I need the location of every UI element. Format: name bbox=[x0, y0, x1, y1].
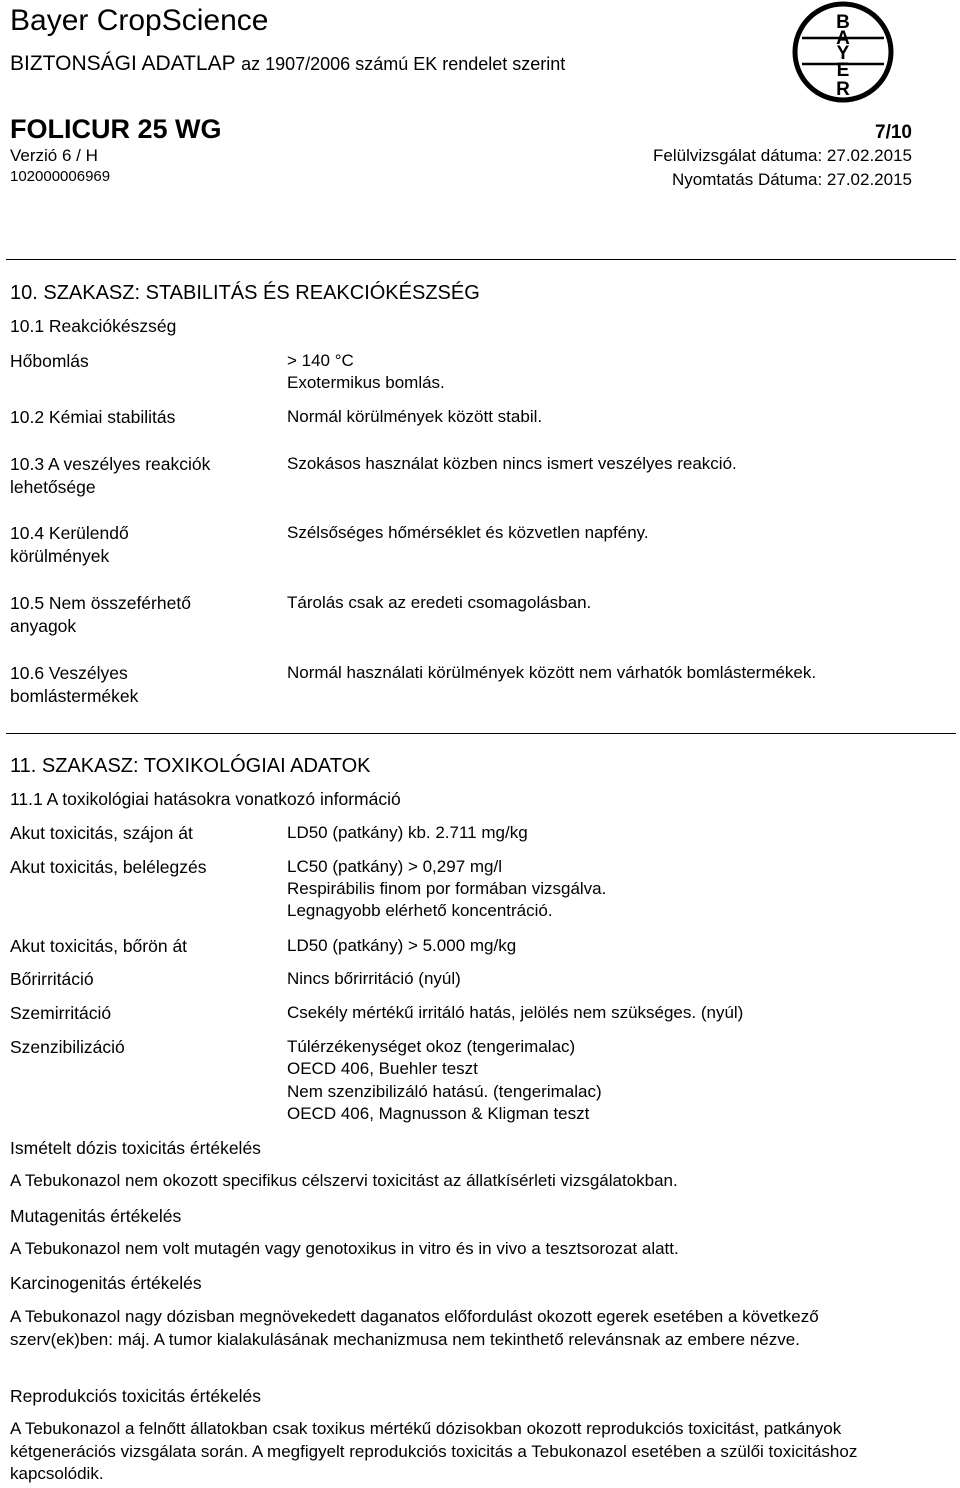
subsection-10-1-title: 10.1 Reakciókészség bbox=[10, 316, 177, 336]
eye-irritation-value: Csekély mértékű irritáló hatás, jelölés nem szükséges. (nyúl) bbox=[287, 1003, 744, 1022]
logo-letter-e: E bbox=[836, 60, 850, 81]
subsection-10-4-label-cont: körülmények bbox=[10, 546, 110, 566]
page-number: 7/10 bbox=[875, 122, 912, 143]
mutagenicity-text: A Tebukonazol nem volt mutagén vagy genotoxikus in vitro és in vivo a tesztsorozat alatt. bbox=[10, 1239, 679, 1258]
dermal-toxicity-value: LD50 (patkány) > 5.000 mg/kg bbox=[287, 936, 517, 955]
section-11-title: 11. SZAKASZ: TOXIKOLÓGIAI ADATOK bbox=[10, 755, 371, 777]
subsection-10-5-value: Tárolás csak az eredeti csomagolásban. bbox=[287, 593, 592, 612]
subsection-10-4-label: 10.4 Kerülendő bbox=[10, 523, 129, 543]
section-divider bbox=[6, 733, 956, 734]
eye-irritation-label: Szemirritáció bbox=[10, 1003, 112, 1023]
inhalation-toxicity-label: Akut toxicitás, belélegzés bbox=[10, 857, 207, 877]
subsection-10-3-label: 10.3 A veszélyes reakciók bbox=[10, 454, 211, 474]
reproductive-toxicity-text: A Tebukonazol a felnőtt állatokban csak toxikus mértékű dózisokban okozott reprodukciós toxicitást, patkányok kétgenerációs vizsgálata során. A megfigyelt reprodukciós toxicitás a Tebukonazol esetében a szülői toxicitáshoz kapcsolódik. bbox=[10, 1419, 858, 1483]
subsection-10-2-label: 10.2 Kémiai stabilitás bbox=[10, 407, 176, 427]
mutagenicity-title: Mutagenitás értékelés bbox=[10, 1206, 182, 1226]
decomposition-value: > 140 °C bbox=[287, 351, 354, 370]
decomposition-label: Hőbomlás bbox=[10, 351, 89, 371]
skin-irritation-value: Nincs bőrirritáció (nyúl) bbox=[287, 969, 461, 988]
inhalation-toxicity-note-2: Legnagyobb elérhető koncentráció. bbox=[287, 901, 553, 920]
print-date: Nyomtatás Dátuma: 27.02.2015 bbox=[671, 170, 912, 189]
product-name: FOLICUR 25 WG bbox=[10, 114, 222, 144]
company-name: Bayer CropScience bbox=[10, 4, 269, 37]
document-type bbox=[10, 52, 565, 76]
decomposition-note: Exotermikus bomlás. bbox=[287, 373, 445, 392]
subsection-10-6-label-cont: bomlástermékek bbox=[10, 686, 139, 706]
skin-irritation-label: Bőrirritáció bbox=[10, 969, 94, 989]
subsection-10-6-label: 10.6 Veszélyes bbox=[10, 663, 128, 683]
oral-toxicity-value: LD50 (patkány) kb. 2.711 mg/kg bbox=[287, 823, 528, 842]
logo-letter-a: A bbox=[836, 28, 850, 49]
document-number: 102000006969 bbox=[10, 168, 111, 185]
sensitization-method-2: OECD 406, Magnusson & Kligman teszt bbox=[287, 1104, 590, 1123]
dermal-toxicity-label: Akut toxicitás, bőrön át bbox=[10, 936, 188, 956]
reproductive-toxicity-title: Reprodukciós toxicitás értékelés bbox=[10, 1386, 261, 1406]
sensitization-value: Túlérzékenységet okoz (tengerimalac) bbox=[287, 1037, 576, 1056]
subsection-10-5-label-cont: anyagok bbox=[10, 616, 77, 636]
repeated-dose-title: Ismételt dózis toxicitás értékelés bbox=[10, 1138, 261, 1158]
subsection-10-2-value: Normál körülmények között stabil. bbox=[287, 407, 543, 426]
logo-letter-y: Y bbox=[836, 43, 850, 64]
bayer-logo bbox=[791, 0, 895, 104]
logo-letter-r: R bbox=[836, 79, 850, 100]
subsection-10-3-label-cont: lehetősége bbox=[10, 477, 96, 497]
subsection-10-6-value: Normál használati körülmények között nem várhatók bomlástermékek. bbox=[287, 663, 817, 682]
inhalation-toxicity-value: LC50 (patkány) > 0,297 mg/l bbox=[287, 857, 502, 876]
subsection-11-1-title: 11.1 A toxikológiai hatásokra vonatkozó információ bbox=[10, 789, 401, 809]
carcinogenicity-text: A Tebukonazol nagy dózisban megnövekedett daganatos előfordulást okozott egerek esetében a következő szerv(ek)ben: máj. A tumor kialakulásának mechanizmusa nem tekinthető relevánsnak az embere nézve. bbox=[10, 1307, 819, 1349]
document-type-regulation: az 1907/2006 számú EK rendelet szerint bbox=[241, 54, 566, 74]
subsection-10-4-value: Szélsőséges hőmérséklet és közvetlen napfény. bbox=[287, 523, 649, 542]
inhalation-toxicity-note: Respirábilis finom por formában vizsgálva. bbox=[287, 879, 607, 898]
carcinogenicity-title: Karcinogenitás értékelés bbox=[10, 1273, 202, 1293]
subsection-10-5-label: 10.5 Nem összeférhető bbox=[10, 593, 191, 613]
sensitization-method: OECD 406, Buehler teszt bbox=[287, 1059, 478, 1078]
oral-toxicity-label: Akut toxicitás, szájon át bbox=[10, 823, 193, 843]
version-label: Verzió 6 / H bbox=[10, 146, 98, 165]
revision-date: Felülvizsgálat dátuma: 27.02.2015 bbox=[653, 146, 912, 165]
subsection-10-3-value: Szokásos használat közben nincs ismert veszélyes reakció. bbox=[287, 454, 737, 473]
section-divider bbox=[6, 259, 956, 260]
logo-letter-b: B bbox=[836, 12, 850, 33]
document-type-title: BIZTONSÁGI ADATLAP bbox=[10, 52, 236, 75]
repeated-dose-text: A Tebukonazol nem okozott specifikus célszervi toxicitást az állatkísérleti vizsgálatokban. bbox=[10, 1171, 678, 1190]
sensitization-label: Szenzibilizáció bbox=[10, 1037, 125, 1057]
sensitization-value-2: Nem szenzibilizáló hatású. (tengerimalac) bbox=[287, 1082, 602, 1101]
section-10-title: 10. SZAKASZ: STABILITÁS ÉS REAKCIÓKÉSZSÉG bbox=[10, 282, 480, 304]
